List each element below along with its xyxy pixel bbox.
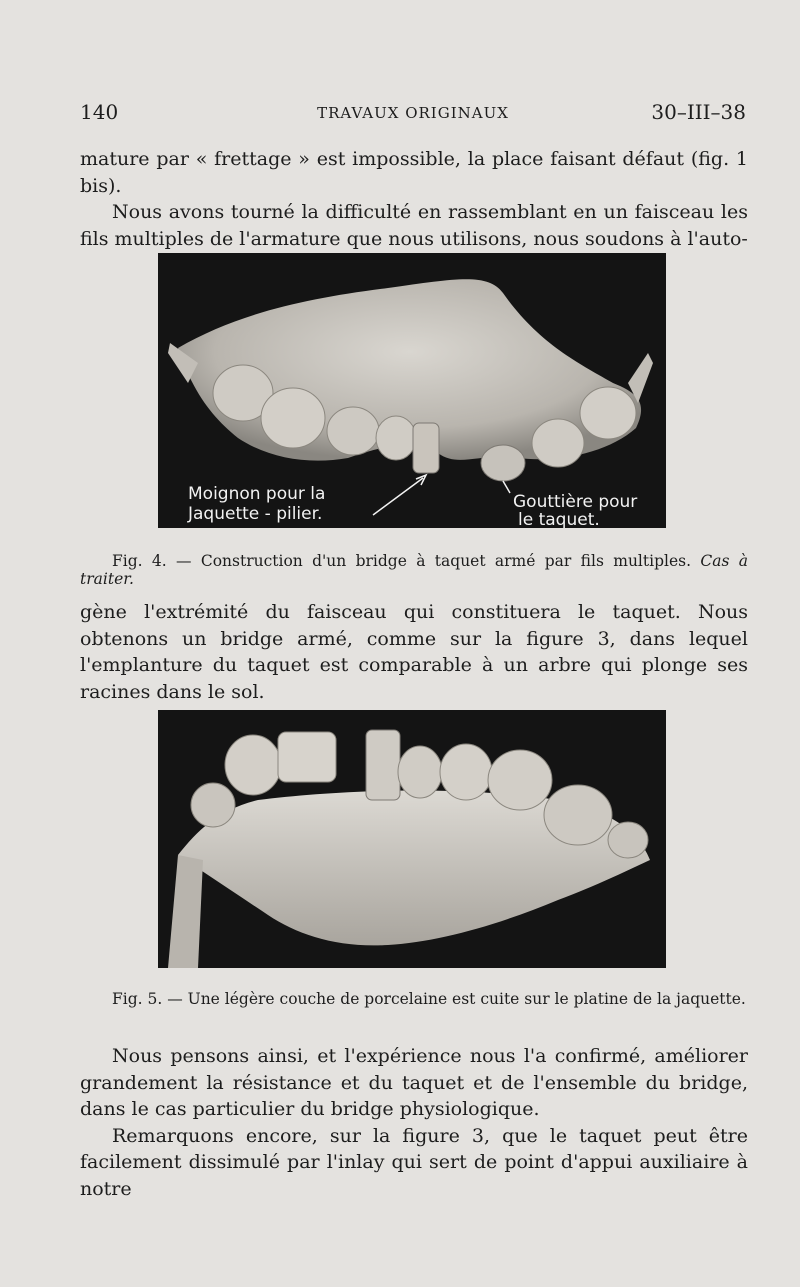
figure-4-image (158, 253, 666, 528)
paragraph-1 (80, 146, 748, 252)
fig4-label-left-1: Moignon pour la (188, 484, 326, 504)
fig4-label-right-1: Gouttière pour (513, 492, 638, 512)
page-number: 140 (80, 100, 119, 124)
paragraph-1-line-1: mature par « frettage » est impossible, la place faisant défaut (fig. 1 bis). (80, 148, 748, 197)
figure-4-photo (158, 253, 666, 528)
paragraph-3 (80, 1043, 748, 1203)
figure-5-image (158, 710, 666, 968)
issue-date: 30–III–38 (651, 100, 746, 124)
paragraph-3a: Nous pensons ainsi, et l'expérience nous l'a confirmé, améliorer grandement la résistance et du taquet et de l'ensemble du bridge, dans le cas particulier du bridge physiologique. (80, 1045, 748, 1121)
running-title: TRAVAUX ORIGINAUX (317, 104, 509, 122)
figure-5-photo (158, 710, 666, 968)
figure-4-caption: Fig. 4. — Construction d'un bridge à taquet armé par fils multiples. Cas à traiter. (80, 552, 748, 588)
paragraph-3b: Remarquons encore, sur la figure 3, que le taquet peut être facilement dissimulé par l'inlay qui sert de point d'appui auxiliaire à notre (80, 1124, 748, 1200)
running-header (80, 98, 746, 128)
paragraph-2: gène l'extrémité du faisceau qui constituera le taquet. Nous obtenons un bridge armé, comme sur la figure 3, dans lequel l'emplanture du taquet est comparable à un arbre qui plonge ses racines dans le sol. (80, 601, 748, 703)
paragraph-1-rest: Nous avons tourné la difficulté en rassemblant en un faisceau les fils multiples de l'armature que nous utilisons, nous soudons à l'auto- (80, 201, 748, 250)
fig4-label-right-2: le taquet. (518, 510, 600, 528)
figure-4-caption-italic: Cas à traiter. (80, 552, 748, 588)
figure-5-caption: Fig. 5. — Une légère couche de porcelaine est cuite sur le platine de la jaquette. (112, 990, 746, 1008)
fig4-label-left-2: Jaquette - pilier. (188, 504, 323, 524)
